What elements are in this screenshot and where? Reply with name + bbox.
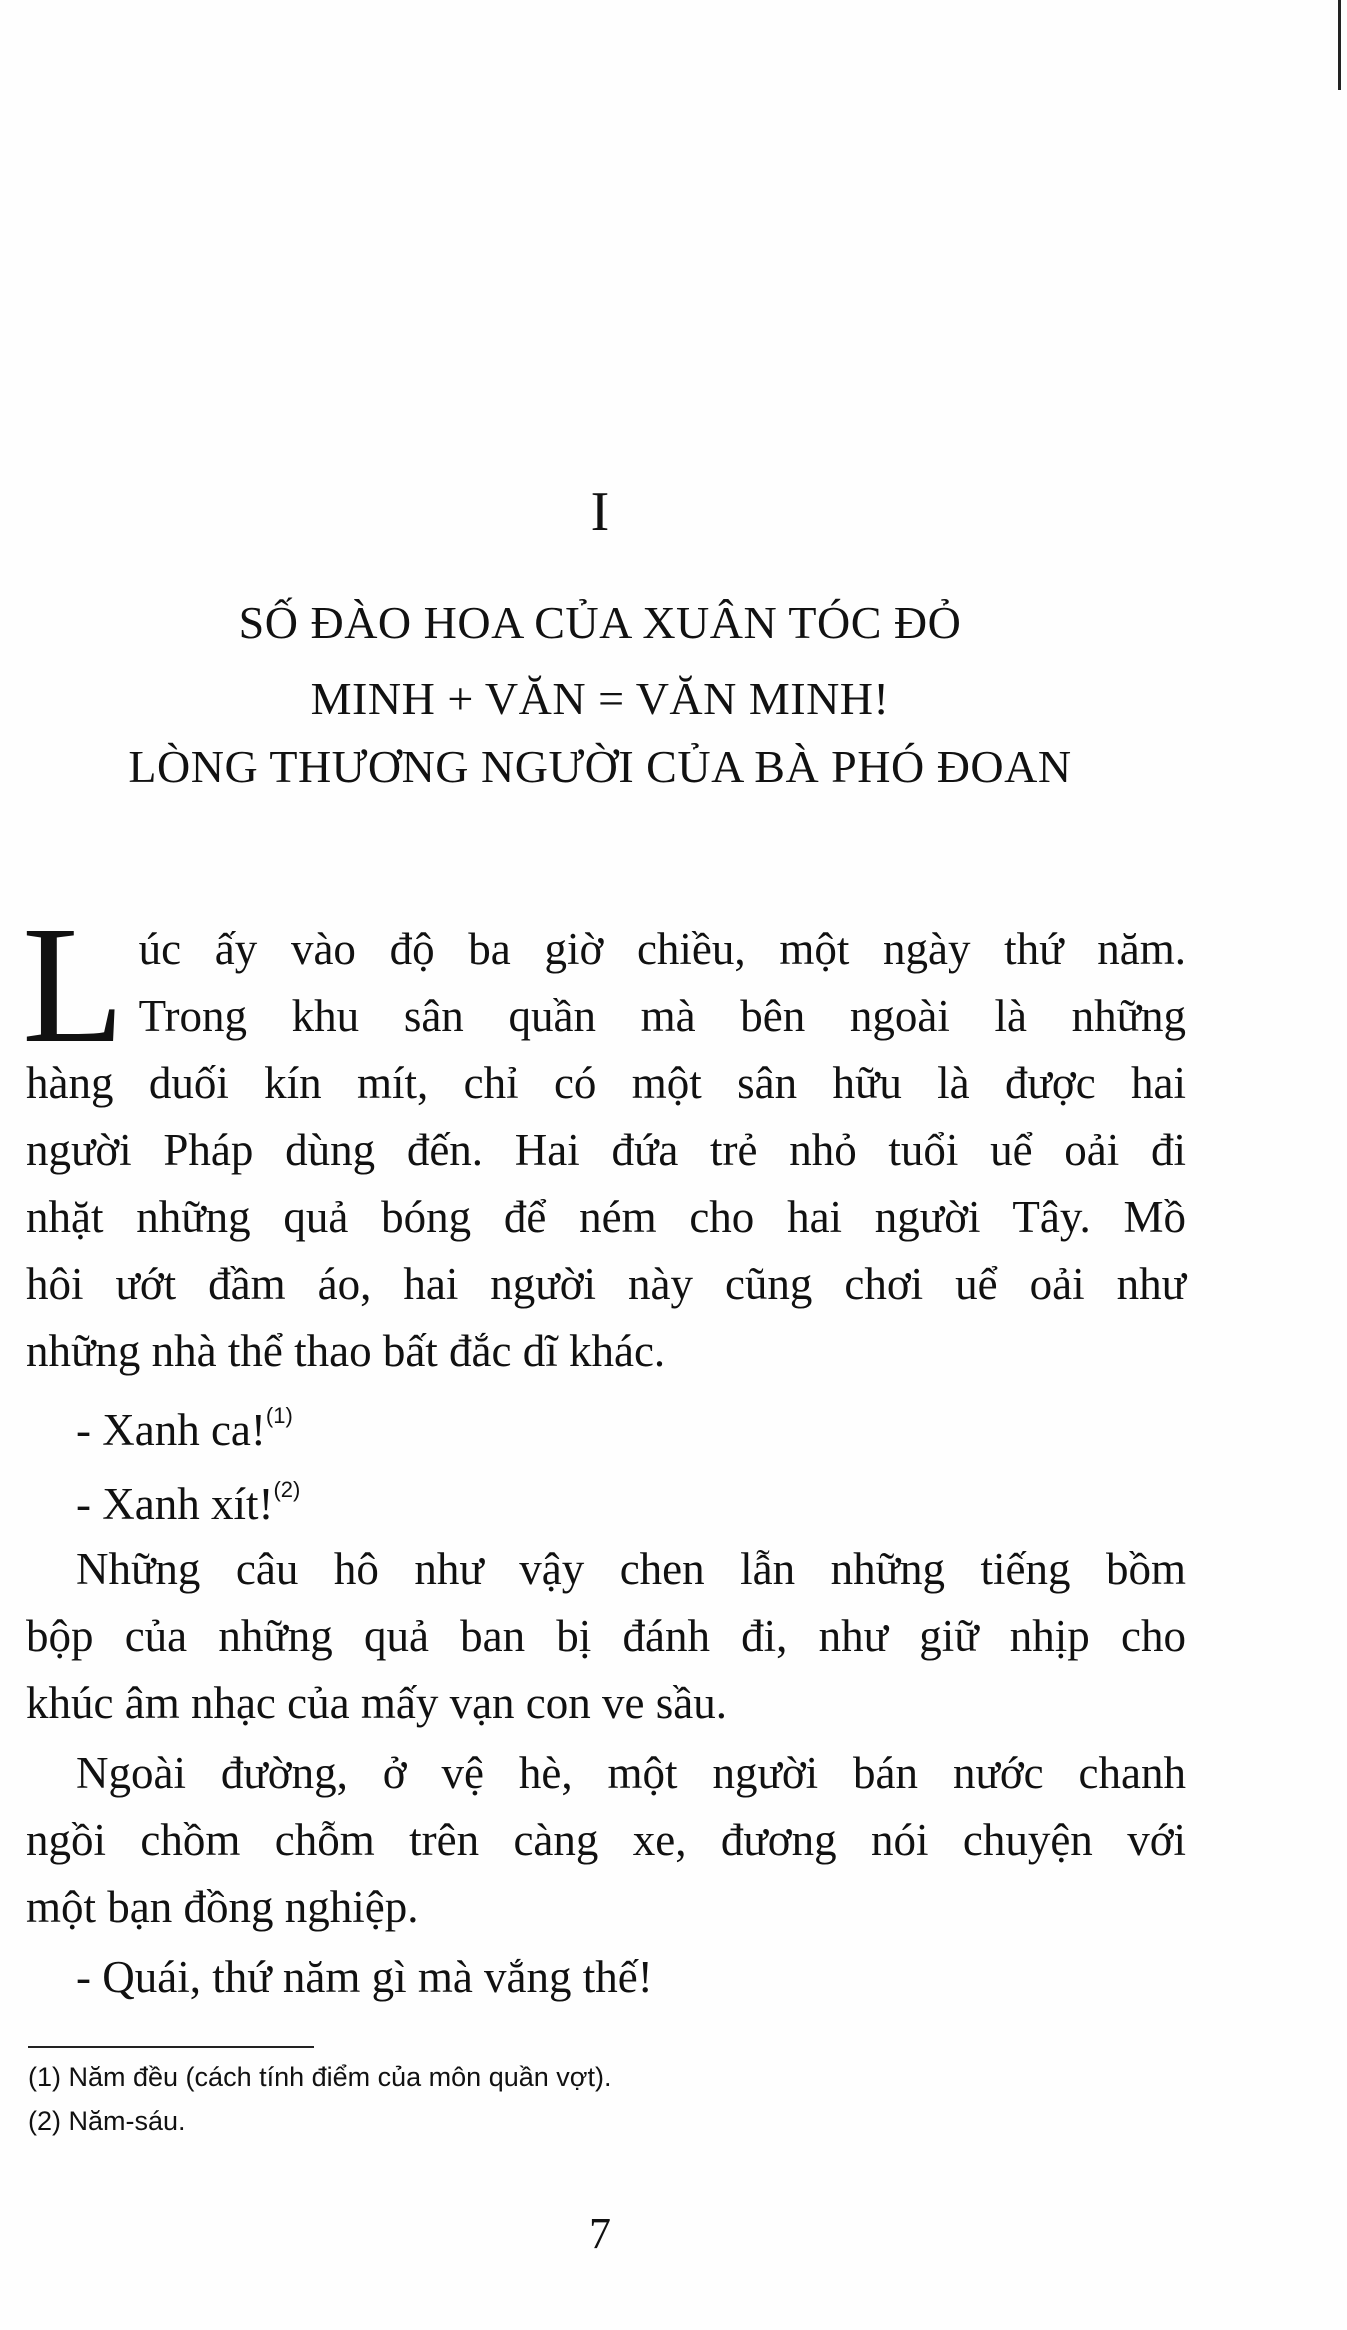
page-edge-line (1338, 0, 1341, 90)
footnote-2: (2) Năm-sáu. (28, 2106, 186, 2136)
dialog-line-1 (76, 1382, 293, 1464)
text-line: hàng duối kín mít, chỉ có một sân hữu là được hai (26, 1058, 1186, 1108)
text-line: những nhà thể thao bất đắc dĩ khác. (26, 1326, 666, 1376)
footnote-1: (1) Năm đều (cách tính điểm của môn quần vợt). (28, 2062, 612, 2092)
text-line: người Pháp dùng đến. Hai đứa trẻ nhỏ tuổi uể oải đi (26, 1125, 1186, 1175)
footnote-ref: (1) (265, 1403, 293, 1428)
text-line: Trong khu sân quần mà bên ngoài là những (138, 991, 1186, 1041)
text-line: ngồi chồm chỗm trên càng xe, đương nói chuyện với (26, 1815, 1186, 1865)
page-number: 7 (589, 2209, 611, 2258)
paragraph-2 (26, 1536, 1186, 1737)
footnote-divider (28, 2046, 314, 2048)
drop-cap: L (22, 892, 125, 1078)
text-line: úc ấy vào độ ba giờ chiều, một ngày thứ năm. (138, 924, 1186, 974)
text-line: Ngoài đường, ở vệ hè, một người bán nước chanh (76, 1748, 1186, 1798)
dialog-text: - Quái, thứ năm gì mà vắng thế! (76, 1952, 653, 2002)
text-line: một bạn đồng nghiệp. (26, 1882, 419, 1932)
dialog-text: - Xanh xít! (76, 1479, 274, 1529)
chapter-numeral: I (590, 481, 610, 543)
chapter-heading-1: SỐ ĐÀO HOA CỦA XUÂN TÓC ĐỎ (238, 597, 962, 648)
dialog-text: - Xanh ca! (76, 1405, 266, 1455)
text-line: bộp của những quả ban bị đánh đi, như giữ nhịp cho (26, 1611, 1186, 1661)
chapter-heading-3: LÒNG THƯƠNG NGƯỜI CỦA BÀ PHÓ ĐOAN (128, 741, 1072, 792)
text-line: Những câu hô như vậy chen lẫn những tiếng bồm (76, 1544, 1186, 1594)
dialog-line-2 (76, 1456, 300, 1538)
text-line: nhặt những quả bóng để ném cho hai người Tây. Mồ (26, 1192, 1186, 1242)
chapter-heading-2: MINH + VĂN = VĂN MINH! (310, 673, 890, 724)
text-line: khúc âm nhạc của mấy vạn con ve sầu. (26, 1678, 727, 1728)
paragraph-1 (22, 892, 1186, 1385)
footnote-ref: (2) (273, 1477, 301, 1502)
dialog-line-3 (76, 1944, 653, 2011)
text-line: hôi ướt đầm áo, hai người này cũng chơi uể oải như (26, 1259, 1186, 1309)
paragraph-3 (26, 1740, 1186, 1941)
